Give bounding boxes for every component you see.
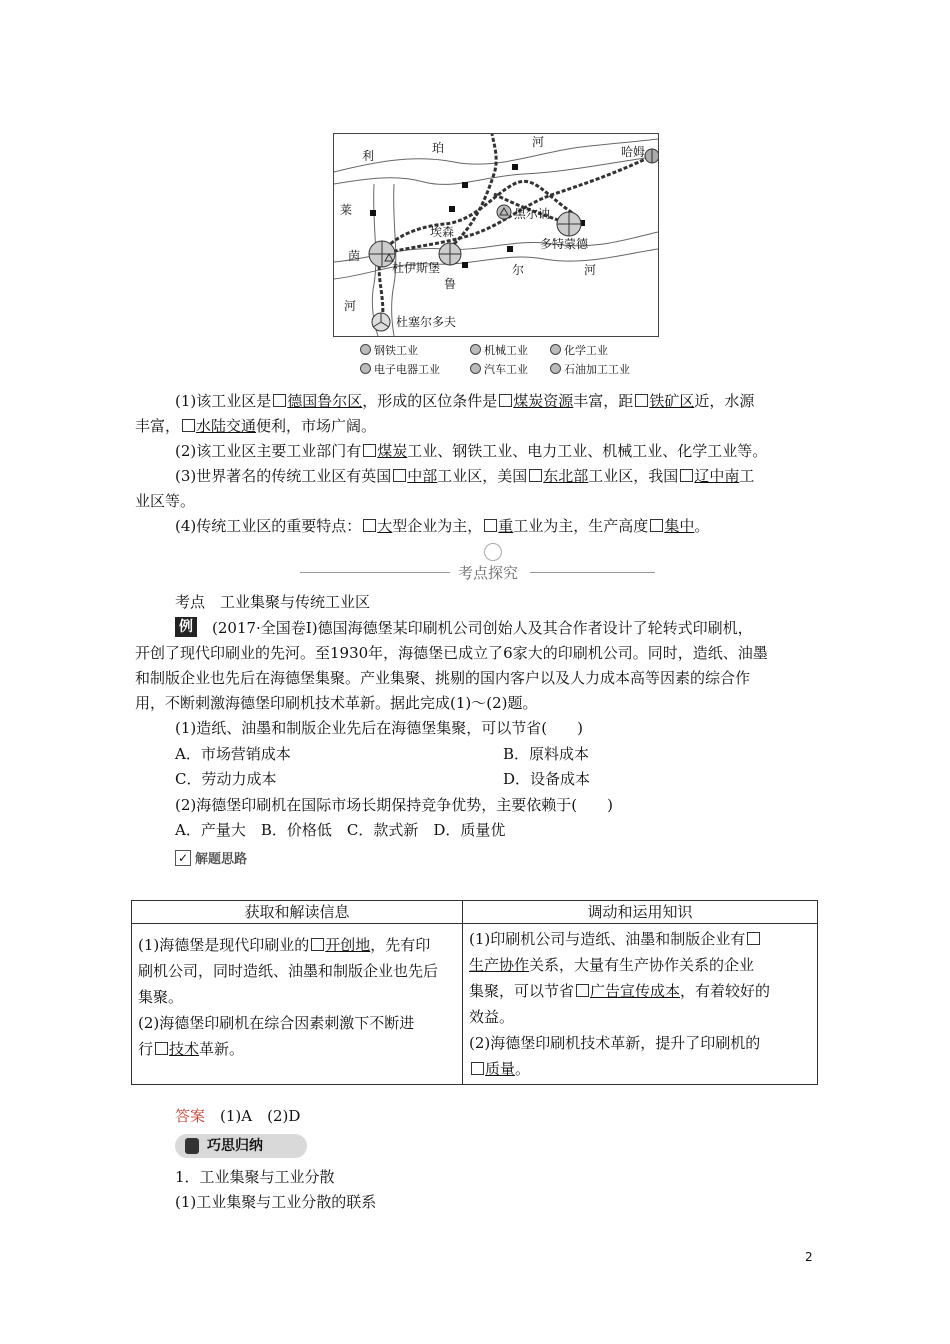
map-label: 黑尔讷 bbox=[514, 207, 551, 221]
oil-icon bbox=[550, 363, 561, 374]
option-a: A．市场营销成本 bbox=[175, 745, 291, 763]
map-label: 尔 bbox=[512, 263, 525, 277]
map-label: 茵 bbox=[348, 249, 361, 263]
auto-icon bbox=[470, 363, 481, 374]
map-label: 多特蒙德 bbox=[540, 237, 589, 251]
page-number: 2 bbox=[805, 1250, 813, 1264]
table-header: 调动和运用知识 bbox=[463, 901, 818, 924]
legend-steel: 钢铁工业 bbox=[360, 342, 418, 358]
machinery-icon bbox=[470, 344, 481, 355]
map-label: 杜伊斯堡 bbox=[392, 261, 441, 275]
section-icon bbox=[484, 543, 502, 561]
summary-line: (1)工业集聚与工业分散的联系 bbox=[175, 1193, 377, 1211]
map-label: 哈姆 bbox=[621, 145, 646, 159]
answer-label: 答案 bbox=[175, 1107, 206, 1125]
answer-value: (1)A (2)D bbox=[220, 1107, 301, 1125]
map-label: 河 bbox=[344, 299, 357, 313]
map-label: 埃森 bbox=[430, 225, 455, 239]
option-c: C．劳动力成本 bbox=[175, 770, 277, 788]
example-line: 用，不断刺激海德堡印刷机技术革新。据此完成(1)～(2)题。 bbox=[135, 694, 538, 712]
legend-auto: 汽车工业 bbox=[470, 361, 528, 377]
legend-oil: 石油加工工业 bbox=[550, 361, 630, 377]
region-q3: (3)世界著名的传统工业区有英国 中部工业区，美国 东北部工业区，我国 辽中南工 bbox=[175, 467, 755, 485]
topic-heading: 考点 工业集聚与传统工业区 bbox=[175, 593, 371, 611]
check-icon: ✓ bbox=[175, 850, 191, 866]
essen-symbol bbox=[439, 243, 461, 265]
solution-table bbox=[131, 900, 818, 1085]
example-badge: 例 bbox=[175, 617, 197, 637]
table-cell-right: (1)印刷机公司与造纸、油墨和制版企业有 生产协作关系，大量有生产协作关系的企业 集聚，可以节省 广告宣传成本，有着较好的 效益。 (2)海德堡印刷机技术革新，提升了印刷机的 质量。 bbox=[463, 924, 818, 1085]
solution-label: 解题思路 bbox=[195, 852, 248, 867]
legend-chemical: 化学工业 bbox=[550, 342, 608, 358]
steel-icon bbox=[360, 344, 371, 355]
map-label: 河 bbox=[584, 263, 597, 277]
map-label: 鲁 bbox=[444, 277, 457, 291]
summary-line: 1．工业集聚与工业分散 bbox=[175, 1168, 335, 1186]
example-line: 开创了现代印刷业的先河。至1930年，海德堡已成立了6家大的印刷机公司。同时，造纸、油墨 bbox=[135, 644, 768, 662]
question-2: (2)海德堡印刷机在国际市场长期保持竞争优势，主要依赖于( ) bbox=[175, 796, 613, 814]
example-line: (2017·全国卷Ⅰ)德国海德堡某印刷机公司创始人及其合作者设计了轮转式印刷机， bbox=[212, 619, 753, 637]
hamm-symbol bbox=[645, 149, 658, 163]
map-label: 莱 bbox=[340, 203, 353, 217]
legend-machinery: 机械工业 bbox=[470, 342, 528, 358]
map-label: 利 bbox=[362, 149, 375, 163]
region-q3-cont: 业区等。 bbox=[135, 492, 196, 510]
dusseldorf-symbol bbox=[372, 313, 390, 331]
question-1: (1)造纸、油墨和制版企业先后在海德堡集聚，可以节省( ) bbox=[175, 719, 583, 737]
region-q2: (2)该工业区主要工业部门有 煤炭工业、钢铁工业、电力工业、机械工业、化学工业等。 bbox=[175, 442, 768, 460]
region-q1: (1)该工业区是 德国鲁尔区，形成的区位条件是 煤炭资源丰富，距 铁矿区近，水源 bbox=[175, 392, 755, 410]
map-label: 河 bbox=[532, 135, 545, 149]
map-label: 珀 bbox=[432, 141, 445, 155]
section-title: 考点探究 bbox=[458, 564, 519, 582]
answer bbox=[175, 1105, 300, 1127]
table-cell-left: (1)海德堡是现代印刷业的 开创地，先有印 刷机公司，同时造纸、油墨和制版企业也先后 集聚。 (2)海德堡印刷机在综合因素刺激下不断进 行 技术革新。 bbox=[132, 924, 463, 1085]
map-drawing bbox=[334, 134, 658, 336]
region-q4: (4)传统工业区的重要特点： 大型企业为主， 重工业为主，生产高度 集中。 bbox=[175, 517, 710, 535]
herne-symbol bbox=[497, 205, 511, 219]
table-header: 获取和解读信息 bbox=[132, 901, 463, 924]
option-d: D．设备成本 bbox=[503, 770, 591, 788]
example-line: 和制版企业也先后在海德堡集聚。产业集聚、挑剔的国内客户以及人力成本高等因素的综合作 bbox=[135, 669, 751, 687]
summary-label: 巧思归纳 bbox=[175, 1134, 307, 1158]
hand-icon bbox=[185, 1138, 199, 1154]
dortmund-symbol bbox=[557, 212, 581, 236]
divider-right bbox=[530, 572, 655, 573]
map-label: 杜塞尔多夫 bbox=[396, 315, 457, 329]
option-b: B．原料成本 bbox=[503, 745, 590, 763]
legend-electronics: 电子电器工业 bbox=[360, 361, 440, 377]
electronics-icon bbox=[360, 363, 371, 374]
divider-left bbox=[300, 572, 450, 573]
chemical-icon bbox=[550, 344, 561, 355]
region-q1-cont: 丰富， 水陆交通便利，市场广阔。 bbox=[135, 417, 377, 435]
ruhr-map bbox=[333, 133, 659, 337]
question-2-options: A．产量大 B．价格低 C．款式新 D．质量优 bbox=[175, 821, 506, 839]
